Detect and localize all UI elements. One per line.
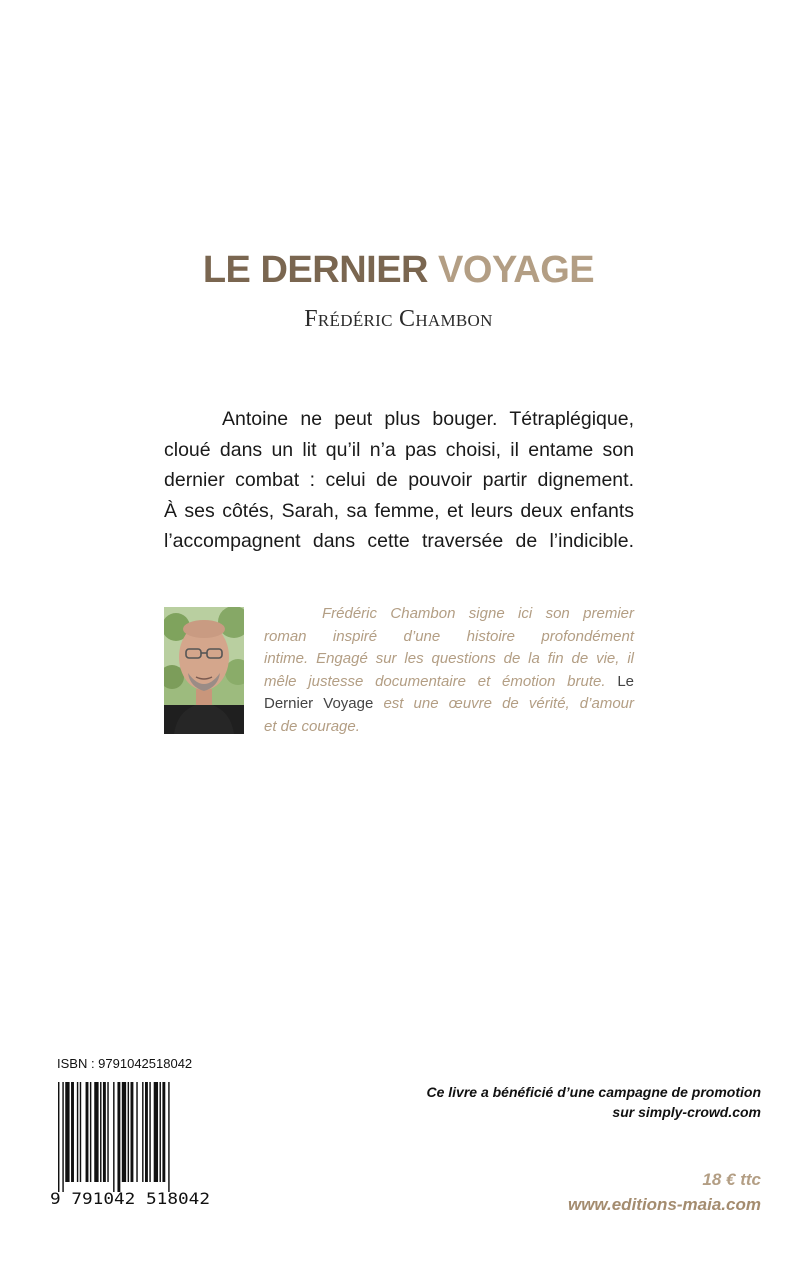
barcode-bar xyxy=(71,1082,74,1182)
isbn-barcode xyxy=(48,1082,213,1207)
barcode-bar xyxy=(100,1082,101,1182)
barcode-bar xyxy=(65,1082,69,1182)
barcode-bar xyxy=(117,1082,120,1192)
barcode-bar xyxy=(160,1082,161,1182)
publisher-website[interactable]: www.editions-maia.com xyxy=(567,1195,761,1214)
synopsis-line: l’accompagnent dans cette traversée de l’indicible. xyxy=(164,530,634,552)
barcode-bar xyxy=(94,1082,98,1182)
promo-line: Ce livre a bénéficié d’une campagne de promotion xyxy=(426,1084,761,1100)
barcode-bar xyxy=(142,1082,143,1182)
barcode-bar xyxy=(162,1082,165,1182)
bio-line: et de courage. xyxy=(264,717,360,735)
barcode-bar xyxy=(107,1082,108,1182)
synopsis-line: cloué dans un lit qu’il n’a pas choisi, il entame son xyxy=(164,438,634,461)
barcode-bar xyxy=(136,1082,137,1182)
barcode-bar xyxy=(122,1082,126,1182)
barcode-digits: 9 791042 518042 xyxy=(50,1189,210,1207)
barcode-bar xyxy=(128,1082,129,1182)
bio-line xyxy=(264,671,634,694)
author-photo xyxy=(164,607,244,734)
barcode-bar xyxy=(168,1082,169,1192)
bio-line: intime. Engagé sur les questions de la fin de vie, il xyxy=(264,650,634,667)
book-title-inline: Dernier Voyage xyxy=(264,695,374,712)
barcode-bar xyxy=(149,1082,150,1182)
barcode-bar xyxy=(62,1082,63,1192)
barcode-bar xyxy=(145,1082,148,1182)
barcode-bar xyxy=(77,1082,78,1182)
promo-note xyxy=(426,1082,761,1122)
barcode-bar xyxy=(113,1082,114,1192)
synopsis-line: dernier combat : celui de pouvoir partir dignement. xyxy=(164,469,634,491)
bio-text: est une œuvre de vérité, d’amour xyxy=(383,695,635,712)
synopsis xyxy=(164,404,634,557)
barcode-bar xyxy=(154,1082,158,1182)
barcode-bar xyxy=(131,1082,134,1182)
bio-line: roman inspiré d’une histoire profondément xyxy=(264,627,634,645)
barcode-bar xyxy=(58,1082,59,1192)
synopsis-line: À ses côtés, Sarah, sa femme, et leurs deux enfants xyxy=(164,499,634,522)
bio-line xyxy=(264,693,634,716)
barcode-bar xyxy=(90,1082,91,1182)
promo-line: sur simply-crowd.com xyxy=(612,1104,761,1120)
author-name: Frédéric Chambon xyxy=(304,306,493,332)
author-bio xyxy=(264,603,634,738)
bio-line: Frédéric Chambon signe ici son premier xyxy=(322,605,634,622)
barcode-bar xyxy=(86,1082,89,1182)
book-title xyxy=(0,248,797,292)
bio-text: Le xyxy=(617,672,634,690)
barcode-bar xyxy=(103,1082,106,1182)
barcode-bars xyxy=(58,1082,170,1192)
isbn-label: ISBN : 9791042518042 xyxy=(57,1056,193,1071)
barcode-bar xyxy=(80,1082,81,1182)
title-part-1: LE DERNIER xyxy=(202,249,428,291)
title-part-2: VOYAGE xyxy=(438,249,595,291)
synopsis-line: Antoine ne peut plus bouger. Tétraplégique, xyxy=(222,408,634,430)
price: 18 € ttc xyxy=(702,1170,761,1189)
bio-text: mêle justesse documentaire et émotion brute. xyxy=(264,672,606,690)
